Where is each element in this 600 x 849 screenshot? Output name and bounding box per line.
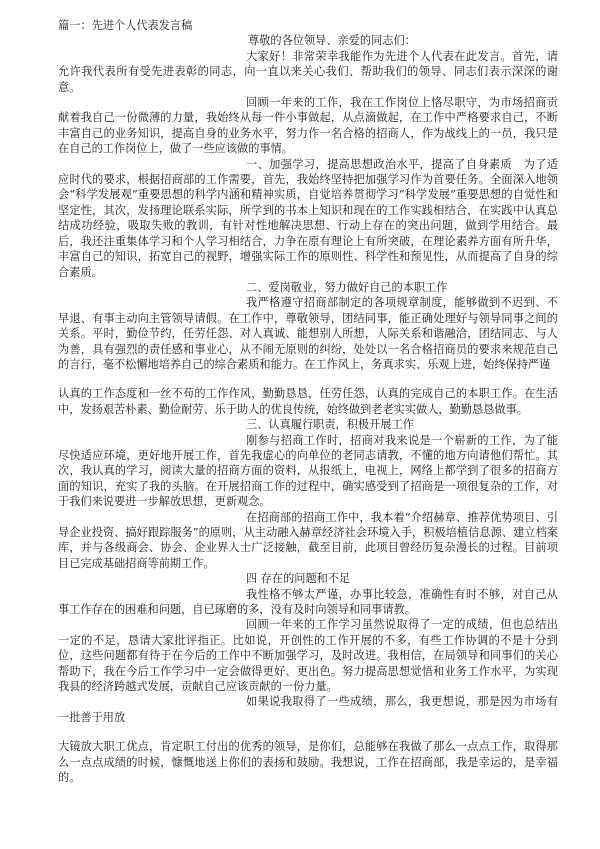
paragraph-discipline: 我严格遵守招商部制定的各项规章制度，能够做到不迟到、不早退、有事主动向主管领导请假。在工作中，尊敬领导，团结同事，能正确处理好与领导同事之间的关系。平时，勤俭节约，任劳任怨、对人真诚、能想别人所想，人际关系和谐融洽，团结同志、与人为善，具有强烈的责任感和事业心，从不闹无原则的纠纷，处处以一名合格招商员的要求来规范自己的言行，毫不松懈地培养自己的综合素质和能力。在工作风上，务真求实、乐观上进，始终保持严谨 (58, 296, 558, 371)
document-title: 篇一：先进个人代表发言稿 (58, 19, 193, 32)
section-heading-dedication: 二、爱岗敬业，努力做好自己的本职工作 (246, 280, 448, 294)
paragraph-study: 一、加强学习，提高思想政治水平，提高了自身素质 为了适应时代的要求，根据招商部的工作需要，首先，我始终坚持把加强学习作为首要任务。全面深入地领会“科学发展观”重要思想的科学内涵和精神实质，自觉培养贯彻学习“科学发展”重要思想的自觉性和坚定性，其次，发扬理论联系实际，所学到的书本上知识和现在的工作实践相结合，在实践中认真总结成功经验，吸取失败的教训，有针对性地解决思想、行动上存在的突出问题，做到学用结合。最后，我还注重集体学习和个人学习相结合，力争在原有理论上有所突破，在理论素养方面有所升华，丰富自己的知识，拓宽自己的视野，增强实际工作的原则性、科学性和预见性，从而提高了自身的综合素质。 (58, 157, 558, 279)
salutation: 尊敬的各位领导、亲爱的同志们： (248, 34, 416, 48)
paragraph-attitude: 认真的工作态度和一丝不苟的工作作风，勤勤恳恳，任劳任怨，认真的完成自己的本职工作。在生活中，发扬艰苦朴素、勤俭耐劳、乐于助人的优良传统，始终做到老老实实做人，勤勤恳恳做事。 (58, 387, 558, 416)
section-heading-problems: 四 存在的问题和不足 (246, 572, 351, 586)
paragraph-thanks-end: 大镜放大职工优点，肯定职工付出的优秀的领导，是你们，总能够在我做了那么一点点工作，取得那么一点点成绩的时候，慷慨地送上你们的表扬和鼓励。我想说，工作在招商部，我是幸运的，是幸福的。 (58, 740, 558, 785)
paragraph-learning-work: 刚参与招商工作时，招商对我来说是一个崭新的工作，为了能尽快适应环境，更好地开展工作，首先我虚心的向单位的老同志请教，不懂的地方向请他们帮忙。其次，我认真的学习，阅读大量的招商方面的资料，从报纸上，电视上，网络上都学到了很多的招商方面的知识，充实了我的头脑。在开展招商工作的过程中，确实感受到了招商是一项很复杂的工作，对于我们来说要进一步解放思想，更新观念。 (58, 433, 558, 509)
paragraph-investment: 在招商部的招商工作中，我本着“介绍赫章、推荐优势项目、引导企业投资、搞好跟踪服务”的原则，从主动融入赫章经济社会环境入手，积极培植信息源、建立档案库，并与各级商会、协会、企业界人士广泛接触，截至目前，此项目曾经历复杂漫长的过程。目前项目已完成基础招商等前期工作。 (58, 510, 558, 570)
paragraph-review: 回顾一年来的工作，我在工作岗位上恪尽职守，为市场招商贡献着我自己一份微薄的力量，我始终从每一件小事做起，从点滴做起，在工作中严格要求自己，不断丰富自己的业务知识，提高自身的业务水平，努力作一名合格的招商人，作为战线上的一员，我只是在自己的工作岗位上，做了一些应该做的事情。 (58, 96, 558, 156)
document-body (58, 18, 558, 786)
paragraph-shortcomings: 回顾一年来的工作学习虽然说取得了一定的成绩，但也总结出一定的不足，恳请大家批评指正。比如说，开创性的工作开展的不多，有些工作协调的不是十分到位，这些问题都有待于在今后的工作中不断加强学习，及时改进。我相信，在局领导和同事们的关心帮助下，我在今后工作学习中一定会做得更好、更出色。努力提高思想觉悟和业务工作水平，为实现我县的经济跨越式发展，贡献自己应该贡献的一份力量。 (58, 618, 558, 694)
section-heading-duties: 三、认真履行职责，积极开展工作 (246, 418, 414, 432)
paragraph-thanks-start: 如果说我取得了一些成绩，那么，我更想说，那是因为市场有一批善于用放 (58, 695, 558, 724)
paragraph-personality: 我性格不够太严谨，办事比较急，准确性有时不够，对自己从事工作存在的困难和问题，自已琢磨的多，没有及时向领导和同事请教。 (58, 587, 558, 617)
paragraph-greeting: 大家好！非常荣幸我能作为先进个人代表在此发言。首先，请允许我代表所有受先进表彰的同志，向一直以来关心我们、帮助我们的领导、同志们表示深深的谢意。 (58, 49, 558, 94)
